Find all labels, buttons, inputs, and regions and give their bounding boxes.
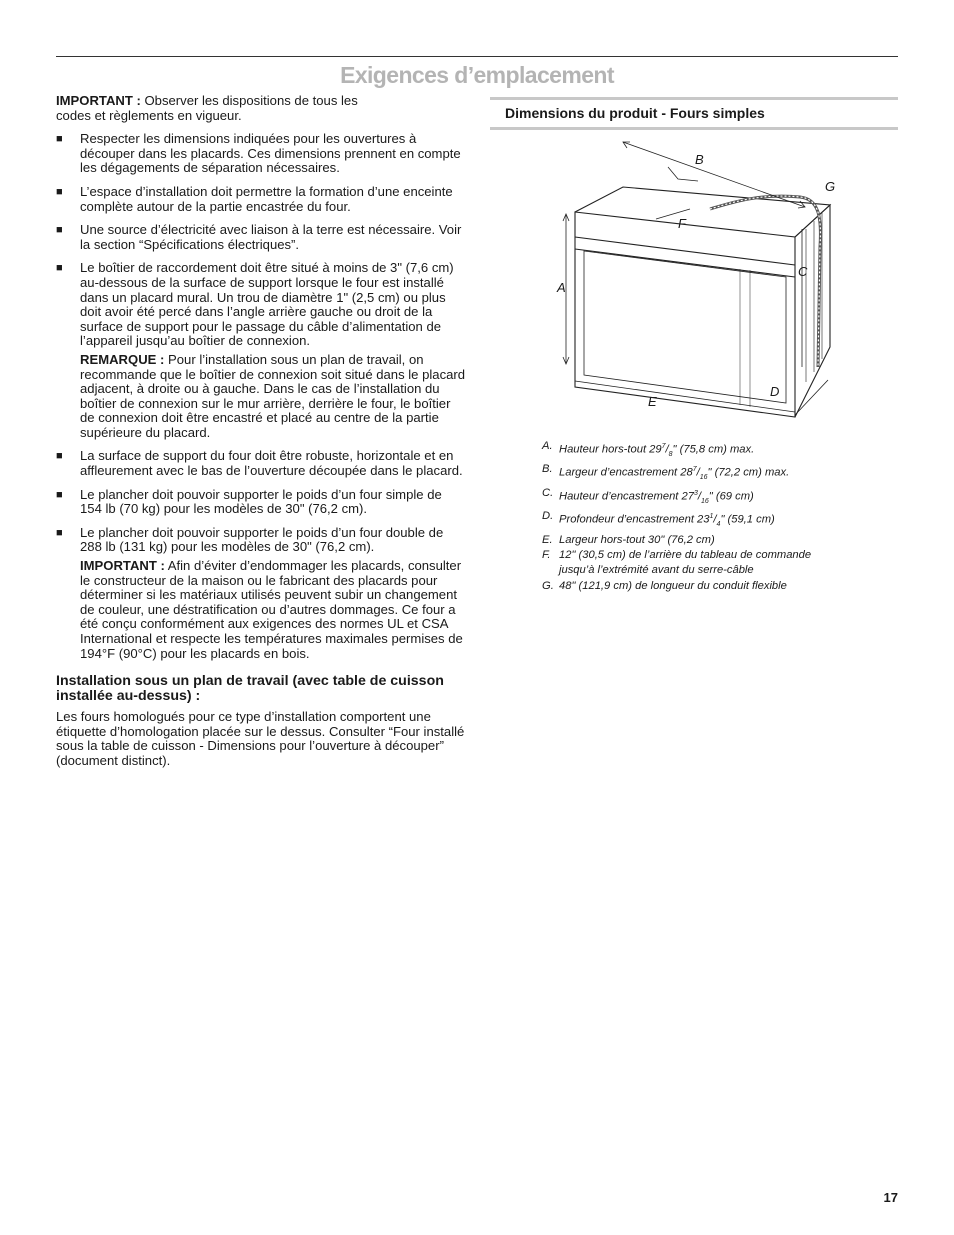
- door-top-line: [575, 249, 795, 277]
- legend-key: F.: [542, 548, 551, 561]
- legend-text: Largeur d’encastrement $28^7/_{16}$" (72,2 cm) max.: [559, 466, 790, 482]
- legend-key: G.: [542, 579, 554, 592]
- bullet-text: La surface de support du four doit être robuste, horizontale et en affleurement avec le bas de l’ouverture découpée dans le placard.: [80, 448, 463, 479]
- note-label: IMPORTANT :: [80, 558, 165, 574]
- oven-side-face: [795, 205, 830, 417]
- dimension-line-d: [795, 380, 828, 415]
- oven-front-face: [575, 212, 795, 417]
- intro-paragraph: [56, 94, 376, 123]
- subheading: Installation sous un plan de travail (avec table de cuisson installée au-dessus) :: [56, 673, 444, 705]
- bullet-text: Respecter les dimensions indiquées pour les ouvertures à découper dans les placards. Ces dimensions prennent en compte les dégagements de séparation nécessaires.: [80, 131, 461, 176]
- label-c: C: [798, 264, 808, 279]
- bullet-icon: ■: [56, 185, 63, 198]
- oven-top-face: [575, 187, 830, 237]
- bullet-icon: ■: [56, 526, 63, 539]
- label-b: B: [695, 152, 704, 167]
- legend-item: [542, 439, 882, 462]
- legend-key: A.: [542, 440, 553, 452]
- dimension-line-b: [623, 142, 805, 207]
- control-panel-line: [575, 237, 795, 265]
- legend-text: 12" (30,5 cm) de l’arrière du tableau de commande jusqu’à l’extrémité avant du serre-câble: [559, 548, 812, 577]
- page-number: 17: [883, 1190, 898, 1205]
- side-trim: [740, 269, 750, 407]
- list-item: [56, 185, 466, 214]
- label-f: F: [678, 216, 686, 231]
- legend-item: [542, 486, 882, 509]
- figure-legend: [542, 439, 882, 594]
- label-d: D: [770, 384, 780, 399]
- legend-item: [542, 462, 882, 485]
- bullet-icon: ■: [56, 262, 63, 275]
- section-heading: Dimensions du produit - Fours simples: [490, 97, 898, 130]
- intro-text: Observer les dispositions de tous les codes et règlements en vigueur.: [56, 93, 358, 123]
- remarque-note: [80, 353, 466, 441]
- intro-label: IMPORTANT :: [56, 93, 141, 108]
- bullet-icon: ■: [56, 488, 63, 501]
- bullet-icon: ■: [56, 224, 63, 237]
- bullet-text: Le plancher doit pouvoir supporter le poids d’un four simple de 154 lb (70 kg) pour les modèles de 30" (76,2 cm).: [80, 486, 442, 517]
- conduit-ribs: [710, 196, 820, 367]
- top-vent: [668, 167, 698, 181]
- list-item: [56, 261, 466, 440]
- legend-text: 48" (121,9 cm) de longueur du conduit flexible: [559, 579, 787, 592]
- page-title: Exigences d’emplacement: [340, 62, 614, 88]
- oven-door: [584, 251, 786, 403]
- bullet-icon: ■: [56, 450, 63, 463]
- note-text: Afin d’éviter d’endommager les placards, consulter le constructeur de la maison ou le fabricant des placards pour déterminer si les matériaux utilisés peuvent subir un changement de couleur, une déstratification ou d’autres dommages. Ce four a été conçu conformément aux exigences des normes UL et CSA International et respecte les températures maximales permises de 194°F (90°C) pour les placards en bois.: [80, 558, 463, 661]
- bullet-text: Le plancher doit pouvoir supporter le poids d’un four double de 288 lb (131 kg) pour les modèles de 30" (76,2 cm).: [80, 524, 444, 555]
- legend-key: B.: [542, 463, 553, 476]
- bullet-text: Le boîtier de raccordement doit être situé à moins de 3" (7,6 cm) au-dessous de la surface de support lorsque le four est installé dans un placard mural. Un trou de diamètre 1" (2,5 cm) ou plus doit avoir été percé dans l’angle arrière gauche ou droit de la surface de support pour le passage du câble d’alimentation de l’appareil jusqu’au boîtier de connexion.: [80, 260, 454, 349]
- oven-dimensions-figure: [557, 137, 850, 437]
- list-item: [56, 132, 466, 176]
- label-a: A: [557, 280, 566, 295]
- requirements-list: [56, 132, 466, 661]
- top-rule: [56, 56, 898, 57]
- important-note: [80, 559, 466, 661]
- legend-text: Largeur hors-tout 30" (76,2 cm): [559, 533, 715, 546]
- legend-text: Profondeur d’encastrement $23^1/_4$" (59,1 cm): [559, 513, 775, 529]
- bullet-icon: ■: [56, 133, 63, 146]
- legend-item: [542, 579, 882, 594]
- right-column: [490, 97, 898, 592]
- legend-text: Hauteur hors-tout $29^7/_8$" (75,8 cm) max.: [559, 443, 755, 458]
- legend-key: E.: [542, 533, 553, 546]
- dimension-line-e: [575, 381, 795, 412]
- left-column: [56, 94, 466, 769]
- legend-text: Hauteur d’encastrement $27^3/_{16}$" (69 cm): [559, 489, 754, 505]
- subheading-paragraph: Les fours homologués pour ce type d’installation comportent une étiquette d’homologation placée sur le dessus. Consulter “Four installé sous la table de cuisson - Dimensions pour l’ouverture à découper” (document distinct).: [56, 709, 465, 768]
- legend-item: [542, 533, 882, 548]
- list-item: [56, 526, 466, 661]
- legend-key: C.: [542, 486, 554, 499]
- bullet-text: Une source d’électricité avec liaison à la terre est nécessaire. Voir la section “Spécifications électriques”.: [80, 222, 462, 252]
- bullet-text: L’espace d’installation doit permettre la formation d’une enceinte complète autour de la partie encastrée du four.: [80, 183, 453, 214]
- legend-item: [542, 509, 882, 532]
- flexible-conduit: [710, 196, 820, 367]
- list-item: [56, 488, 466, 517]
- legend-key: D.: [542, 510, 554, 523]
- label-e: E: [648, 394, 657, 409]
- label-g: G: [825, 179, 836, 194]
- legend-item: [542, 548, 882, 579]
- list-item: [56, 223, 466, 252]
- note-text: Pour l’installation sous un plan de travail, on recommande que le boîtier de connexion soit situé dans le placard adjacent, à droite ou à gauche. Dans le cas de l’installation du boîtier de connexion sur le mur arrière, derrière le four, le boîtier de connexion doit être encastré et placé au centre de la partie supérieure du placard.: [80, 351, 466, 440]
- note-label: REMARQUE :: [80, 351, 165, 367]
- list-item: [56, 449, 466, 478]
